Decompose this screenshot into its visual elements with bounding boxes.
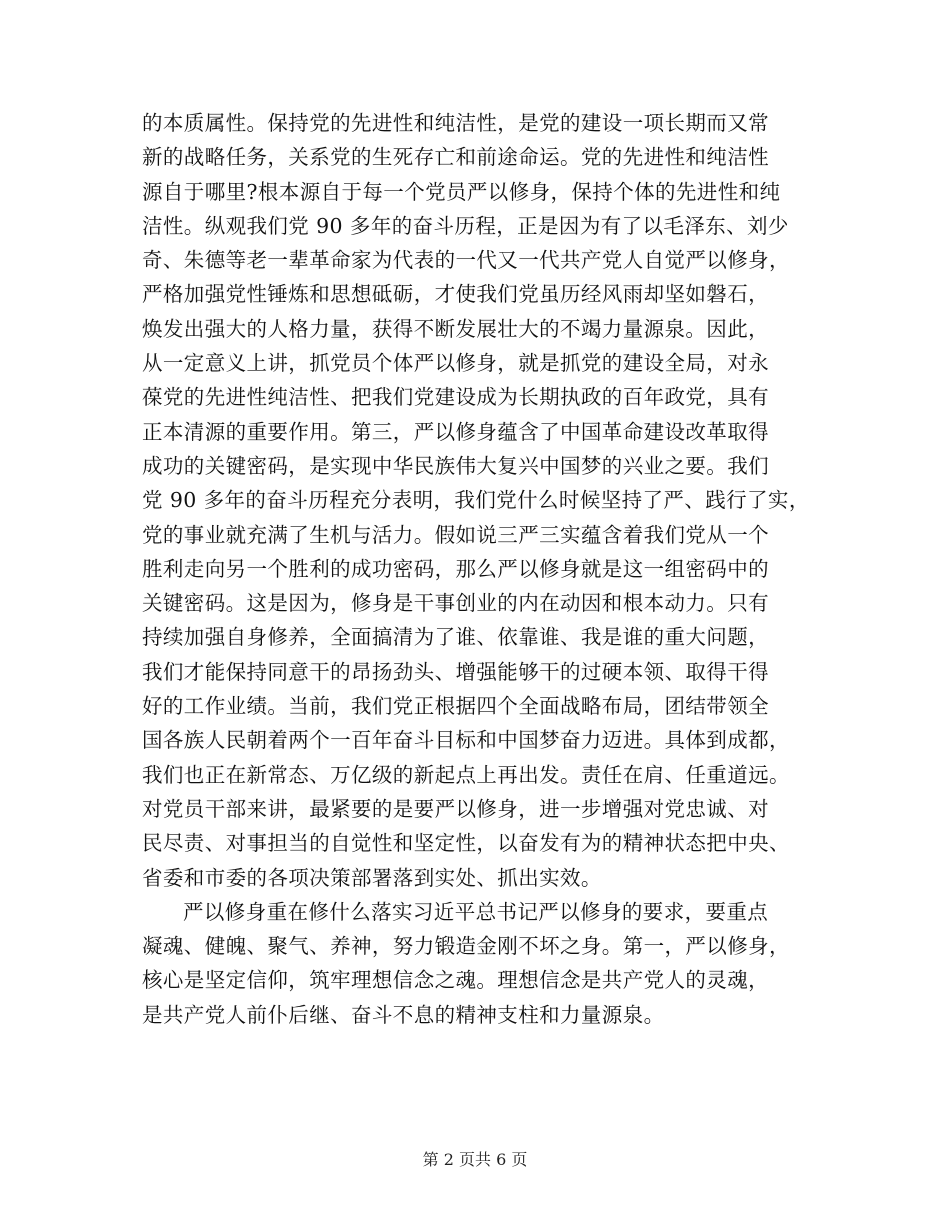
text-line: 葆党的先进性纯洁性、把我们党建设成为长期执政的百年政党，具有 xyxy=(142,385,769,410)
text-line: 焕发出强大的人格力量，获得不断发展壮大的不竭力量源泉。因此， xyxy=(142,316,769,341)
text-line: 奇、朱德等老一辈革命家为代表的一代又一代共产党人自觉严以修身， xyxy=(142,248,790,273)
text-line: 党的事业就充满了生机与活力。假如说三严三实蕴含着我们党从一个 xyxy=(142,522,769,547)
text-line: 我们也正在新常态、万亿级的新起点上再出发。责任在肩、任重道远。 xyxy=(142,762,790,787)
text-line: 洁性。纵观我们党 90 多年的奋斗历程，正是因为有了以毛泽东、刘少 xyxy=(142,213,789,238)
text-line: 正本清源的重要作用。第三，严以修身蕴含了中国革命建设改革取得 xyxy=(142,419,769,444)
text-line: 从一定意义上讲，抓党员个体严以修身，就是抓党的建设全局，对永 xyxy=(142,351,769,376)
text-line: 持续加强自身修养，全面搞清为了谁、依靠谁、我是谁的重大问题， xyxy=(142,625,769,650)
text-line: 好的工作业绩。当前，我们党正根据四个全面战略布局，团结带领全 xyxy=(142,694,769,719)
text-line: 核心是坚定信仰，筑牢理想信念之魂。理想信念是共产党人的灵魂， xyxy=(142,968,769,993)
paragraph-1 xyxy=(142,106,822,895)
text-line: 关键密码。这是因为，修身是干事创业的内在动因和根本动力。只有 xyxy=(142,591,769,616)
text-line: 党 90 多年的奋斗历程充分表明，我们党什么时候坚持了严、践行了实， xyxy=(142,488,810,513)
text-line: 源自于哪里?根本源自于每一个党员严以修身，保持个体的先进性和纯 xyxy=(142,179,781,204)
text-line: 对党员干部来讲，最紧要的是要严以修身，进一步增强对党忠诚、对 xyxy=(142,796,769,821)
text-line: 凝魂、健魄、聚气、养神，努力锻造金刚不坏之身。第一，严以修身， xyxy=(142,934,790,959)
text-line: 成功的关键密码，是实现中华民族伟大复兴中国梦的兴业之要。我们 xyxy=(142,453,769,478)
text-line: 胜利走向另一个胜利的成功密码，那么严以修身就是这一组密码中的 xyxy=(142,556,769,581)
document-body xyxy=(142,106,822,1032)
text-line: 民尽责、对事担当的自觉性和坚定性，以奋发有为的精神状态把中央、 xyxy=(142,831,790,856)
page-footer: 第 2 页共 6 页 xyxy=(422,1150,528,1169)
text-line: 严以修身重在修什么落实习近平总书记严以修身的要求，要重点 xyxy=(183,899,769,924)
text-line: 国各族人民朝着两个一百年奋斗目标和中国梦奋力迈进。具体到成都， xyxy=(142,728,790,753)
text-line: 的本质属性。保持党的先进性和纯洁性，是党的建设一项长期而又常 xyxy=(142,111,769,135)
text-line: 严格加强党性锤炼和思想砥砺，才使我们党虽历经风雨却坚如磐石， xyxy=(142,282,769,307)
text-line: 新的战略任务，关系党的生死存亡和前途命运。党的先进性和纯洁性 xyxy=(142,145,769,170)
text-line: 我们才能保持同意干的昂扬劲头、增强能够干的过硬本领、取得干得 xyxy=(142,659,769,684)
text-line: 省委和市委的各项决策部署落到实处、抓出实效。 xyxy=(142,865,602,890)
text-line: 是共产党人前仆后继、奋斗不息的精神支柱和力量源泉。 xyxy=(142,1002,665,1027)
paragraph-2 xyxy=(142,895,822,1032)
